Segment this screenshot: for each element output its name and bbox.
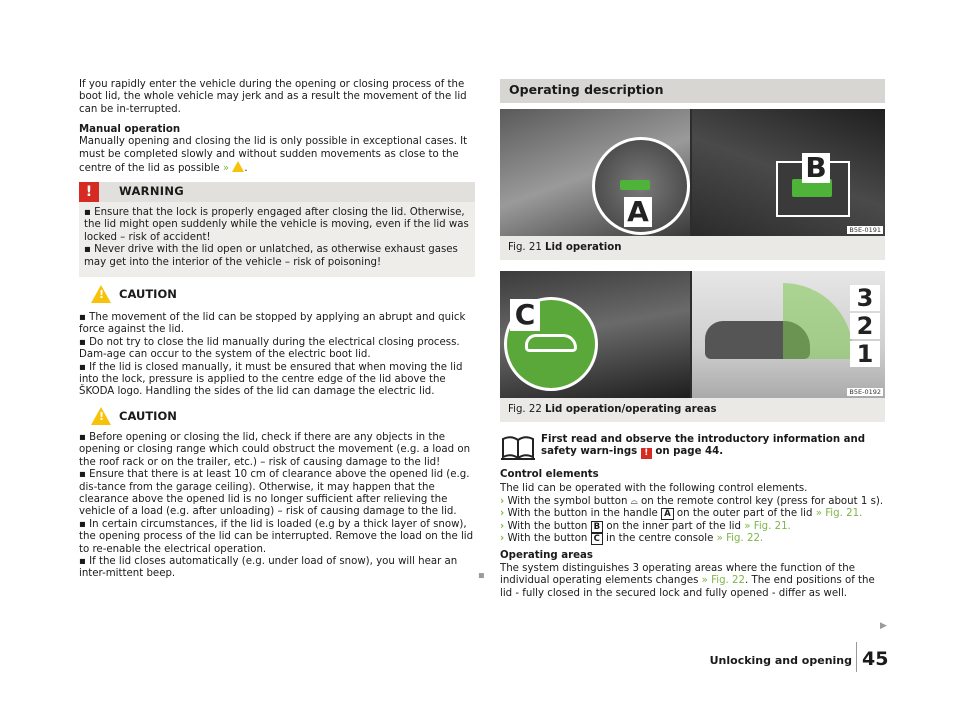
manual-title: Manual operation: [79, 124, 181, 135]
handle-button-a: [620, 180, 650, 190]
section-end-icon: ◾: [478, 571, 485, 581]
figure-code: B5E-0192: [849, 388, 881, 396]
manual-text-line: Manually opening and closing the lid is only possible in exceptional cases. It must be completed slowly and without sudden movements as close to the centre of the lid as possible » .: [79, 136, 468, 175]
caution-item: ▪ In certain circumstances, if the lid is loaded (e.g by a thick layer of snow), the opening process of the lid can be interrupted. Remove the load on the lid to re-enable the electrical operation.: [79, 518, 474, 555]
caution-2: [79, 406, 475, 581]
manual-text: Manually opening and closing the lid is only possible in exceptional cases. It must be completed slowly and without sudden movements as close to the centre of the lid as possible: [79, 136, 468, 175]
caution-icon: !: [91, 285, 111, 303]
note-page: on page 44.: [655, 446, 724, 458]
manual-ref[interactable]: »: [222, 163, 230, 175]
note-main: First read and observe the introductory information and safety warn-ings: [541, 434, 866, 458]
caution-item: ▪ If the lid is closed manually, it must be ensured that when moving the lid into the lock, pressure is applied to the centre edge of the lid above the ŠKODA logo. Handling the sides of the lid can damage the electric lid.: [79, 361, 463, 398]
figure-caption: Lid operation/operating areas: [545, 404, 717, 415]
warning-icon: !: [79, 182, 99, 202]
control-title: Control elements: [500, 469, 599, 480]
area-label-3: 3: [850, 285, 880, 311]
area-label-2: 2: [850, 313, 880, 339]
book-icon: [501, 433, 535, 461]
figure-21-caption: [500, 236, 885, 260]
caution-1: [79, 284, 475, 399]
figure-22-caption: [500, 398, 885, 422]
areas-title: Operating areas: [500, 550, 593, 562]
caution-title: CAUTION: [119, 287, 177, 301]
continue-icon: ▶: [880, 621, 887, 631]
car-key-symbol-icon: ⌓: [630, 496, 638, 507]
section-header: [500, 79, 885, 103]
control-bullet: › With the button C in the centre console » Fig. 22.: [500, 533, 764, 545]
control-bullet: › With the button B on the inner part of the lid » Fig. 21.: [500, 520, 791, 532]
intro-text: If you rapidly enter the vehicle during the opening or closing process of the boot lid, the whole vehicle may jerk and as a result the movement of the lid can be in-terrupted.: [79, 79, 467, 115]
footer-divider: [856, 642, 857, 672]
areas-text: The system distinguishes 3 operating areas where the function of the individual operating elements changes » Fig. 22. The end positions of the lid - fully closed in the secured lock and fully opened - differ as well.: [500, 562, 875, 599]
warning-title: WARNING: [119, 184, 184, 198]
warning-item: ▪ Ensure that the lock is properly engaged after closing the lid. Otherwise, the lid might open suddenly while the vehicle is moving, even if the lid was locked – risk of accident!: [84, 207, 469, 243]
caution-small-icon: [232, 161, 244, 172]
label-c: C: [510, 299, 540, 331]
caution-item: ▪ Before opening or closing the lid, check if there are any objects in the opening or closing range which could obstruct the movement (e.g. a load on the roof rack or on the trailer, etc.) – risk of causing damage to the lid!: [79, 432, 471, 468]
caution-icon: !: [91, 407, 111, 425]
area-label-1: 1: [850, 341, 880, 367]
label-b: B: [802, 153, 830, 183]
figure-21-image: [500, 109, 885, 236]
figure-22-image: [500, 271, 885, 398]
caution-item: ▪ The movement of the lid can be stopped by applying an abrupt and quick force against the lid.: [79, 312, 466, 336]
warning-small-icon: !: [641, 448, 652, 459]
footer-section: Unlocking and opening: [709, 654, 852, 667]
note-text: [541, 434, 885, 459]
intro-paragraph: [79, 79, 475, 116]
page-number: 45: [862, 648, 889, 670]
control-bullet: › With the symbol button ⌓ on the remote control key (press for about 1 s).: [500, 495, 884, 507]
control-bullet: › With the button in the handle A on the outer part of the lid » Fig. 21.: [500, 508, 863, 520]
control-elements: [500, 469, 885, 600]
label-a: A: [624, 197, 652, 227]
warning-item: ▪ Never drive with the lid open or unlatched, as otherwise exhaust gases may get into the interior of the vehicle – risk of poisoning!: [84, 244, 458, 268]
boot-lid-icon: [525, 334, 577, 352]
warning-header: [79, 182, 475, 202]
caution-item: ▪ Do not try to close the lid manually during the electrical closing process. Dam-age can occur to the system of the electric boot lid.: [79, 336, 460, 361]
caution-title: CAUTION: [119, 409, 177, 423]
caution-item: ▪ Ensure that there is at least 10 cm of clearance above the opened lid (e.g. dis-tance from the garage ceiling). Otherwise, it may happen that the clearance above the opened lid is no longer sufficient after relieving the vehicle of a load (e.g. after unloading) – risk of causing damage to the lid.: [79, 469, 470, 518]
figure-number: Fig. 21: [508, 242, 542, 253]
figure-code: B5E-0191: [849, 226, 881, 234]
warning-body: [79, 202, 475, 277]
caution-item: ▪ If the lid closes automatically (e.g. under load of snow), you will hear an inter-mittent beep.: [79, 556, 458, 580]
manual-operation: [79, 124, 475, 176]
section-title: Operating description: [509, 82, 664, 97]
figure-caption: Lid operation: [545, 242, 622, 253]
control-intro: The lid can be operated with the following control elements.: [500, 483, 808, 495]
figure-number: Fig. 22: [508, 404, 542, 415]
